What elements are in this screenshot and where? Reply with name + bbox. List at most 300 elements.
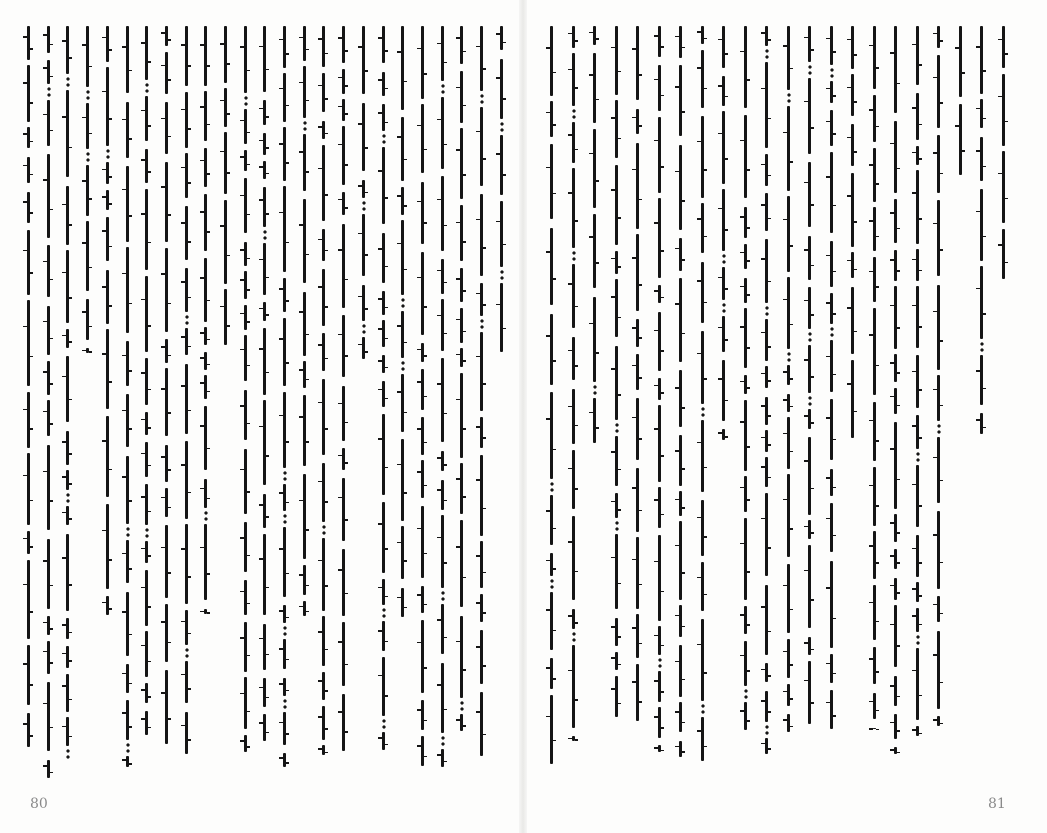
script-word [342,448,345,470]
script-word [808,637,811,655]
script-word [303,66,306,118]
script-word [480,283,483,316]
script-word [322,333,325,371]
script-word [204,609,207,614]
script-word [480,107,483,186]
script-word [47,245,50,297]
script-word [244,109,247,144]
script-word [894,747,897,754]
script-word [303,395,306,466]
script-word [244,677,247,729]
punctuation-mark [657,657,663,669]
script-word [86,26,89,87]
script-word [145,683,148,703]
script-word [916,249,919,281]
script-word [283,678,286,696]
script-word [679,65,682,136]
left-page-text-column [199,26,212,614]
script-word [126,456,129,524]
script-word [263,161,266,179]
script-word [263,26,266,92]
script-word [86,348,89,353]
script-word [283,639,286,669]
script-word [66,674,69,712]
punctuation-mark [144,82,150,94]
punctuation-mark [440,83,446,95]
script-word [937,596,940,622]
script-word [126,247,129,333]
script-word [342,694,345,751]
script-word [244,305,247,330]
script-word [27,157,30,183]
script-word [342,549,345,616]
script-word [126,592,129,656]
script-word [47,154,50,238]
script-word [701,420,704,492]
script-word [263,714,266,741]
script-word [126,341,129,386]
script-word [636,354,639,390]
script-word [322,121,325,139]
script-word [572,736,575,741]
script-word [382,381,385,407]
script-word [106,67,109,146]
script-word [145,189,148,270]
script-word [283,527,286,597]
punctuation-mark [807,331,813,343]
script-word [421,736,424,766]
script-word [441,749,444,767]
script-word [636,468,639,532]
script-word [27,531,30,554]
script-word [744,278,747,303]
punctuation-mark [282,698,288,710]
script-word [66,717,69,746]
script-word [263,328,266,395]
script-word [916,415,919,449]
script-word [382,26,385,63]
script-word [572,53,575,106]
right-page-text-column [997,26,1010,279]
script-word [765,738,768,754]
right-page-text-column [696,26,709,761]
script-word [66,506,69,525]
punctuation-mark [125,526,131,538]
script-word [362,180,365,198]
script-word [873,148,876,202]
script-word [342,224,345,308]
script-word [126,166,129,242]
punctuation-mark [614,520,620,532]
script-word [980,266,983,339]
right-page-text-column [610,26,623,717]
script-word [916,355,919,408]
script-word [787,277,790,349]
script-word [916,26,919,85]
script-word [224,88,227,127]
script-word [106,217,109,261]
script-word [937,285,940,370]
script-word [615,534,618,609]
script-word [185,364,188,434]
script-word [165,445,168,482]
punctuation-mark [764,724,770,736]
script-word [873,402,876,461]
script-word [441,451,444,471]
script-word [658,312,661,371]
script-word [145,442,148,477]
script-word [126,700,129,740]
punctuation-mark [459,700,465,712]
script-word [894,578,897,600]
script-word [980,137,983,181]
script-word [916,286,919,348]
script-word [658,487,661,528]
script-word [550,695,553,764]
script-word [185,26,188,86]
script-word [636,319,639,347]
script-word [572,26,575,48]
script-word [593,26,596,45]
script-word [421,182,424,244]
script-word [126,664,129,693]
script-word [421,700,424,730]
script-word [66,618,69,639]
script-word [47,361,50,395]
script-word [47,760,50,778]
punctuation-mark [764,305,770,317]
script-word [480,594,483,622]
script-word [722,267,725,300]
script-word [787,394,790,412]
script-word [66,534,69,611]
script-word [744,207,747,238]
script-word [787,639,790,678]
script-word [937,631,940,709]
script-word [744,641,747,686]
script-word [480,541,483,588]
script-word [283,712,286,745]
script-word [382,502,385,573]
left-page-text-column [140,26,153,735]
script-word [441,299,444,351]
script-word [701,26,704,44]
script-word [322,379,325,455]
script-word [873,531,876,579]
script-word [765,585,768,655]
script-word [480,26,483,91]
script-word [765,319,768,361]
script-word [937,26,940,48]
script-word [263,494,266,528]
script-word [204,406,207,470]
punctuation-mark [829,67,835,79]
script-word [701,717,704,761]
script-word [550,592,553,650]
script-word [382,579,385,605]
script-word [421,343,424,362]
punctuation-mark [46,86,52,98]
script-word [165,52,168,94]
left-page-text-column [258,26,271,741]
script-word [185,610,188,645]
script-word [679,605,682,637]
script-word [480,630,483,684]
script-word [322,26,325,67]
script-word [342,315,345,377]
script-word [593,53,596,123]
punctuation-mark [105,148,111,160]
script-word [303,474,306,559]
script-word [959,26,962,97]
script-word [244,580,247,615]
script-word [765,239,768,303]
script-word [808,26,811,62]
script-word [894,286,897,349]
script-word [679,238,682,271]
script-word [636,537,639,609]
script-word [66,26,69,74]
script-word [658,285,661,303]
right-page-text-column [631,26,644,721]
script-word [27,192,30,223]
punctuation-mark [479,318,485,330]
punctuation-mark [700,406,706,418]
punctuation-mark [549,578,555,590]
script-word [658,671,661,702]
punctuation-mark [125,742,131,754]
script-word [106,190,109,210]
script-word [441,259,444,294]
script-word [401,439,404,521]
script-word [382,233,385,283]
script-word [550,495,553,545]
script-word [283,753,286,767]
punctuation-mark [743,688,749,700]
script-word [916,648,919,720]
left-page-text-column [278,26,291,767]
script-word [765,430,768,452]
right-page [523,0,1047,833]
script-word [701,50,704,108]
script-word [421,104,424,173]
script-word [894,26,897,113]
left-page-text-column [416,26,429,766]
script-word [66,90,69,177]
right-page-text-column [803,26,816,733]
script-word [636,398,639,460]
script-word [808,287,811,329]
script-word [636,26,639,100]
script-word [615,493,618,518]
script-word [322,706,325,740]
script-word [263,187,266,227]
punctuation-mark [65,492,71,504]
left-page-text-column [42,26,55,785]
script-word [126,102,129,158]
script-word [615,652,618,670]
script-word [937,437,940,503]
right-page-number: 81 [988,796,1006,812]
script-word [744,308,747,368]
script-word [550,26,553,96]
punctuation-mark [381,718,387,730]
script-word [593,398,596,443]
script-word [441,604,444,654]
script-word [460,205,463,261]
script-word [679,370,682,427]
left-page-text-column [317,26,330,755]
script-word [303,199,306,283]
script-word [873,26,876,89]
script-word [145,276,148,352]
script-word [658,745,661,752]
punctuation-mark [282,470,288,482]
script-word [322,229,325,261]
script-word [460,373,463,458]
script-word [658,198,661,278]
script-word [283,278,286,312]
script-word [679,26,682,58]
script-word [322,145,325,221]
script-word [27,300,30,386]
script-word [894,714,897,739]
script-word [593,297,596,382]
script-word [145,570,148,626]
script-word [808,545,811,628]
script-word [500,201,503,267]
left-page-text-column [455,26,468,731]
script-word [204,375,207,399]
script-word [658,117,661,193]
script-word [701,619,704,701]
script-word [342,99,345,121]
script-word [765,691,768,722]
script-word [382,621,385,651]
punctuation-mark [592,384,598,396]
script-word [550,392,553,479]
script-word [658,626,661,655]
script-word [787,474,790,557]
script-word [244,390,247,440]
script-word [572,450,575,509]
punctuation-mark [499,269,505,281]
script-word [263,400,266,485]
script-word [145,631,148,677]
script-word [460,26,463,64]
script-word [145,358,148,405]
script-word [224,289,227,345]
script-word [873,257,876,302]
script-word [185,206,188,260]
script-word [615,26,618,95]
punctuation-mark [400,297,406,309]
script-word [362,337,365,359]
script-word [185,328,188,355]
script-word [204,524,207,600]
punctuation-mark [614,422,620,434]
script-word [480,455,483,536]
script-word [204,258,207,322]
script-word [851,124,854,166]
script-word [572,264,575,328]
punctuation-mark [807,64,813,76]
punctuation-mark [361,200,367,212]
script-word [701,262,704,323]
script-word [636,614,639,658]
script-word [86,165,89,216]
script-word [27,560,30,639]
script-word [937,55,940,128]
script-word [204,352,207,370]
script-word [916,465,919,527]
script-word [830,503,833,552]
script-word [701,116,704,198]
script-word [787,26,790,90]
script-word [765,366,768,388]
script-word [382,320,385,347]
script-word [765,26,768,46]
left-page-text-column [160,26,173,744]
script-word [830,654,833,683]
script-word [894,549,897,569]
script-word [204,327,207,345]
script-word [937,135,940,193]
script-word [303,134,306,191]
script-word [894,250,897,281]
left-page-text-column [121,26,134,767]
script-word [744,244,747,269]
script-word [701,331,704,404]
left-page-text-column [377,26,390,750]
script-word [27,65,30,122]
script-word [47,445,50,530]
script-word [787,714,790,732]
script-word [894,422,897,509]
script-word [283,484,286,511]
script-word [851,173,854,247]
script-word [421,620,424,693]
punctuation-mark [915,451,921,463]
punctuation-mark [936,423,942,435]
punctuation-mark [764,48,770,60]
script-word [679,741,682,757]
left-page-text-column [81,26,94,353]
script-word [263,243,266,295]
script-word [679,702,682,732]
script-word [382,147,385,224]
script-word [47,616,50,635]
script-word [894,514,897,542]
punctuation-mark [721,302,727,314]
script-word [679,491,682,516]
punctuation-mark [499,121,505,133]
punctuation-mark [400,360,406,372]
script-word [830,110,833,146]
script-word [421,369,424,410]
script-word [701,562,704,611]
script-word [204,26,207,86]
script-word [401,311,404,358]
right-page-text-column [717,26,730,440]
script-word [851,360,854,438]
script-word [362,103,365,171]
script-word [421,460,424,498]
left-page-text-column [180,26,193,754]
script-word [362,214,365,276]
script-word [830,293,833,324]
script-word [460,463,463,514]
